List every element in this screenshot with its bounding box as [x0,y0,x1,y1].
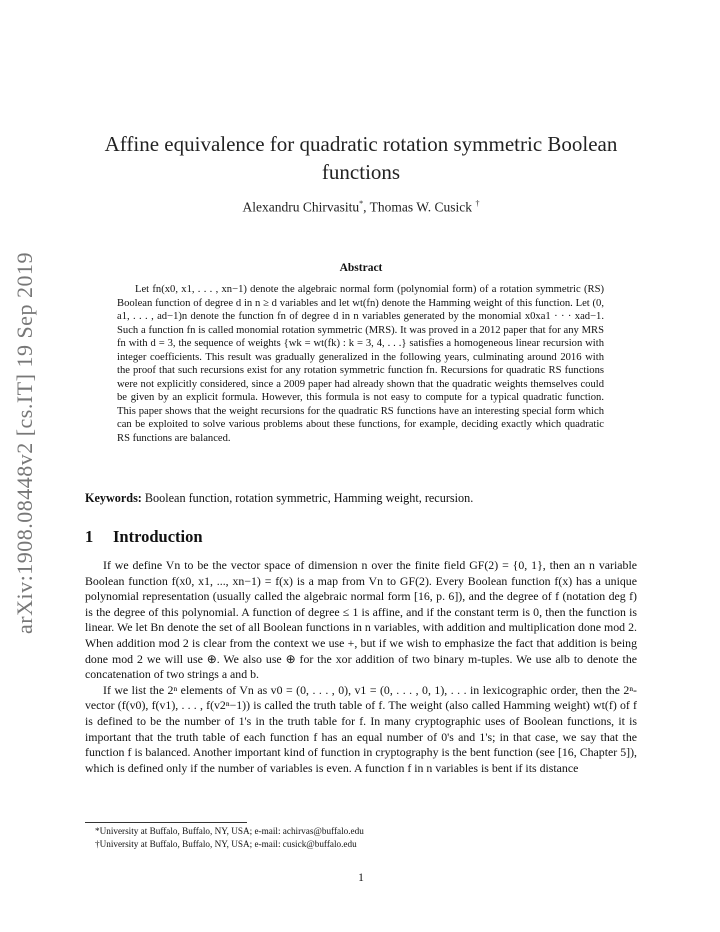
paragraph: If we define Vn to be the vector space of dimension n over the finite field GF(2) = {0, 1}, then an n variable Boolean function f(x0, x1, ..., xn−1) = f(x) is a map from Vn to GF(2). Every Boolean function f(x) has a unique polynomial representation (usually called the algebraic normal form [16, p. 6]), and the degree of f (notation deg f) is the degree of this polynomial. A function of degree ≤ 1 is affine, and if the constant term is 0, then the function is linear. We let Bn denote the set of all Boolean functions in n variables, with addition and multiplication done mod 2. When addition mod 2 is clear from the context we use +, but if we wish to emphasize the fact that addition is being done mod 2 we will use ⊕. We also use ⊕ for the xor addition of two binary m-tuples. We use a‖b to denote the concatenation of two strings a and b. [85,558,637,682]
footnote-mark: † [475,199,480,208]
keywords-label: Keywords: [85,491,142,505]
abstract-text: Let fn(x0, x1, . . . , xn−1) denote the algebraic normal form (polynomial form) of a rotation symmetric (RS) Boolean function of degree d in n ≥ d variables and let wt(fn) denote the Hamming weight of this function. Let (0, a1, . . . , ad−1)n denote the function fn of degree d in n variables generated by the monomial x0xa1 · · · xad−1. Such a function fn is called monomial rotation symmetric (MRS). It was proved in a 2012 paper that for any MRS fn with d = 3, the sequence of weights {wk = wt(fk) : k = 3, 4, . . .} satisfies a homogeneous linear recursion with integer coefficients. This result was gradually generalized in the following years, culminating around 2016 with the proof that such recursions exist for any rotation symmetric function fn. Recursions for quadratic RS functions were not explicitly considered, since a 2009 paper had already shown that the quadratic weights themselves could be given by an explicit formula. However, this formula is not easy to compute for a typical quadratic function. This paper shows that the weight recursions for the quadratic RS functions have an interesting special form which can be exploited to solve various problems about these functions, for example, deciding exactly which quadratic RS functions are balanced. [117,284,604,445]
paper-title: Affine equivalence for quadratic rotation symmetric Boolean functions [104,132,618,184]
keywords-text: Boolean function, rotation symmetric, Hamming weight, recursion. [141,491,474,505]
footnote-rule [85,822,247,823]
author-line [85,199,637,216]
section-heading [85,527,203,547]
footnote: †University at Buffalo, Buffalo, NY, USA; e-mail: cusick@buffalo.edu [95,839,357,849]
section-number: 1 [85,527,94,546]
abstract-body [117,283,604,446]
paragraph: If we list the 2ⁿ elements of Vn as v0 = (0, . . . , 0), v1 = (0, . . . , 0, 1), . . . in lexicographic order, then the 2ⁿ-vector (f(v0), f(v1), . . . , f(v2ⁿ−1)) is called the truth table of f. The weight (also called Hamming weight) wt(f) of f is defined to be the number of 1's in the truth table for f. In many cryptographic uses of Boolean functions, it is important that the truth table of each function f has an equal number of 0's and 1's; in that case, we say that the function f is balanced. Another important kind of function in cryptography is the bent function (see [16, Chapter 5]), which is defined only if the number of variables is even. A function f in n variables is bent if its distance [85,682,637,775]
section-title: Introduction [113,527,203,546]
footnote: *University at Buffalo, Buffalo, NY, USA; e-mail: achirvas@buffalo.edu [95,826,364,836]
author-separator: , [363,199,370,215]
footnote-mark: * [359,199,364,208]
keywords-line [85,491,637,506]
footnotes [85,825,637,851]
page-number: 1 [358,872,364,884]
author-name: Alexandru Chirvasitu [242,199,360,215]
author-name: Thomas W. Cusick [369,199,473,215]
body-text [85,558,637,776]
abstract-heading: Abstract [339,262,383,274]
arxiv-identifier: arXiv:1908.08448v2 [cs.IT] 19 Sep 2019 [12,252,37,634]
